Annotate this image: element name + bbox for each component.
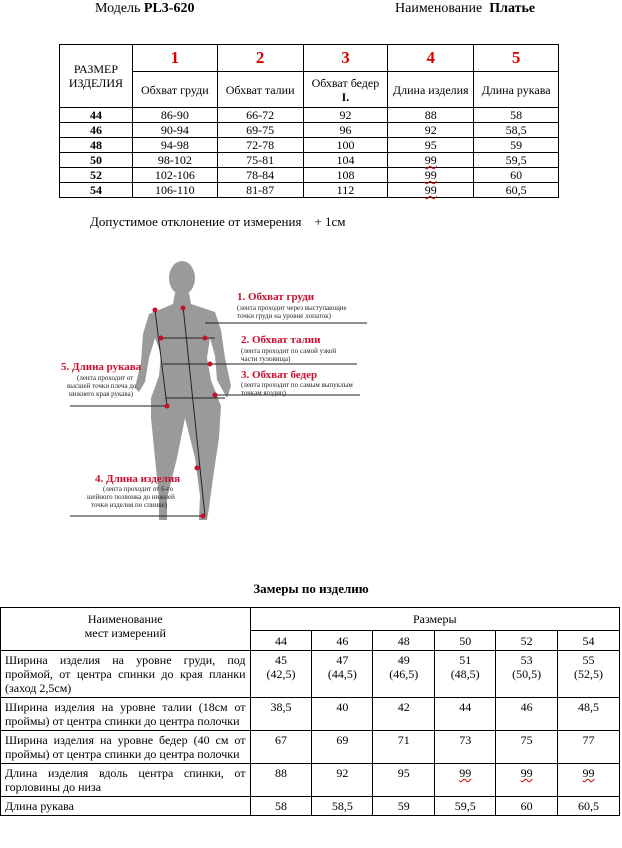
measure-value bbox=[496, 764, 558, 797]
size-value-cell: 60 bbox=[474, 168, 559, 183]
size-row bbox=[60, 168, 559, 183]
measure-value bbox=[496, 797, 558, 816]
measure-value-main: 49 bbox=[397, 653, 410, 667]
measure-name: Длина изделия вдоль центра спинки, от горловины до низа bbox=[1, 764, 251, 797]
size-cell: 44 bbox=[60, 108, 133, 123]
size-value-cell: 99 bbox=[388, 168, 474, 183]
label-chest-title: 1. Обхват груди bbox=[237, 291, 315, 303]
col-label-hips bbox=[303, 72, 388, 108]
measure-value bbox=[250, 797, 312, 816]
size-row bbox=[60, 153, 559, 168]
measure-value-main: 67 bbox=[274, 733, 287, 747]
measure-value bbox=[558, 797, 620, 816]
size-value-cell: 88 bbox=[388, 108, 474, 123]
measure-row bbox=[1, 764, 620, 797]
model-line bbox=[95, 1, 194, 17]
size-cell: 54 bbox=[60, 183, 133, 198]
col-num-4: 4 bbox=[388, 45, 474, 72]
size-value-cell: 99 bbox=[388, 183, 474, 198]
size-value-cell: 92 bbox=[388, 123, 474, 138]
measures-title: Замеры по изделию bbox=[253, 581, 369, 596]
measure-value-main: 77 bbox=[582, 733, 595, 747]
measure-value-main: 45 bbox=[274, 653, 287, 667]
measure-value-main: 75 bbox=[520, 733, 533, 747]
col-num-5: 5 bbox=[474, 45, 559, 72]
measure-value-main: 46 bbox=[520, 700, 533, 714]
col-num-1: 1 bbox=[132, 45, 217, 72]
measure-value-main: 58,5 bbox=[331, 799, 353, 813]
measure-value-main: 95 bbox=[397, 766, 410, 780]
measure-value-main: 73 bbox=[459, 733, 472, 747]
label-sleeve-title: 5. Длина рукава bbox=[61, 361, 142, 373]
label-waist-sub2: части туловища) bbox=[241, 355, 291, 363]
measure-value bbox=[496, 651, 558, 698]
measure-value bbox=[373, 764, 435, 797]
measure-row bbox=[1, 731, 620, 764]
name-label: Наименование bbox=[395, 1, 483, 16]
col-label-hips-extra: I. bbox=[341, 89, 350, 104]
size-header: РАЗМЕР ИЗДЕЛИЯ bbox=[60, 45, 133, 108]
size-value-cell: 66-72 bbox=[217, 108, 303, 123]
measure-value-main: 47 bbox=[336, 653, 349, 667]
measure-value-main: 88 bbox=[274, 766, 287, 780]
col-label-length: Длина изделия bbox=[388, 72, 474, 108]
measure-value bbox=[496, 698, 558, 731]
size-col-header: 50 bbox=[435, 631, 496, 651]
tolerance-value: + 1см bbox=[314, 214, 346, 229]
measure-value-alt: (44,5) bbox=[327, 667, 357, 681]
measure-value-alt: (42,5) bbox=[266, 667, 296, 681]
name-header-line2: мест измерений bbox=[84, 626, 166, 640]
measure-value bbox=[312, 731, 373, 764]
measure-value bbox=[373, 698, 435, 731]
size-value-cell: 108 bbox=[303, 168, 388, 183]
size-value-cell: 99 bbox=[388, 153, 474, 168]
size-value-cell: 104 bbox=[303, 153, 388, 168]
name-value: Платье bbox=[489, 1, 536, 16]
col-num-2: 2 bbox=[217, 45, 303, 72]
size-value-cell: 59,5 bbox=[474, 153, 559, 168]
measure-value-main: 69 bbox=[336, 733, 349, 747]
size-row bbox=[60, 123, 559, 138]
label-length-title: 4. Длина изделия bbox=[95, 473, 181, 485]
measure-row bbox=[1, 651, 620, 698]
measure-value bbox=[250, 764, 312, 797]
label-length-sub3: точки изделия по спинке) bbox=[91, 501, 167, 509]
col-num-3: 3 bbox=[303, 45, 388, 72]
measure-value bbox=[373, 651, 435, 698]
label-chest-sub1: (лента проходит через выступающие bbox=[237, 304, 347, 312]
measure-value-main: 55 bbox=[582, 653, 595, 667]
measure-value bbox=[435, 651, 496, 698]
size-col-header: 44 bbox=[250, 631, 312, 651]
measure-value bbox=[558, 731, 620, 764]
measure-value-main: 99 bbox=[582, 766, 595, 780]
sizes-header: Размеры bbox=[250, 608, 619, 631]
measure-value bbox=[435, 698, 496, 731]
measure-value-alt: (52,5) bbox=[574, 667, 604, 681]
size-cell: 46 bbox=[60, 123, 133, 138]
model-label: Модель bbox=[95, 1, 141, 16]
measure-value-main: 59,5 bbox=[454, 799, 476, 813]
name-header bbox=[1, 608, 251, 651]
size-col-header: 52 bbox=[496, 631, 558, 651]
size-value-cell: 81-87 bbox=[217, 183, 303, 198]
size-row bbox=[60, 108, 559, 123]
measure-value bbox=[435, 731, 496, 764]
size-value-cell: 86-90 bbox=[132, 108, 217, 123]
size-cell: 50 bbox=[60, 153, 133, 168]
size-value-cell: 92 bbox=[303, 108, 388, 123]
measure-value bbox=[496, 731, 558, 764]
measure-value-main: 44 bbox=[459, 700, 472, 714]
col-label-hips-text: Обхват бедер bbox=[311, 75, 380, 90]
measure-value-alt: (50,5) bbox=[512, 667, 542, 681]
label-hips-sub1: (лента проходит по самым выпуклым bbox=[241, 381, 353, 389]
measure-value-main: 59 bbox=[397, 799, 410, 813]
measure-value bbox=[435, 797, 496, 816]
name-header-line1: Наименование bbox=[87, 612, 163, 626]
size-value-cell: 58 bbox=[474, 108, 559, 123]
measure-value-main: 71 bbox=[397, 733, 410, 747]
size-value-cell: 102-106 bbox=[132, 168, 217, 183]
measure-value bbox=[250, 651, 312, 698]
measure-value-main: 40 bbox=[336, 700, 349, 714]
size-cell: 52 bbox=[60, 168, 133, 183]
measure-value-main: 51 bbox=[459, 653, 472, 667]
col-label-waist: Обхват талии bbox=[217, 72, 303, 108]
tolerance-text: Допустимое отклонение от измерения bbox=[90, 214, 302, 229]
measure-value-main: 38,5 bbox=[270, 700, 292, 714]
measures-table bbox=[0, 607, 620, 816]
measure-value-main: 48,5 bbox=[578, 700, 600, 714]
size-table bbox=[59, 44, 559, 198]
measure-value-main: 60,5 bbox=[578, 799, 600, 813]
size-value-cell: 78-84 bbox=[217, 168, 303, 183]
size-value-cell: 58,5 bbox=[474, 123, 559, 138]
measure-value bbox=[312, 651, 373, 698]
size-value-cell: 106-110 bbox=[132, 183, 217, 198]
measure-value-main: 99 bbox=[459, 766, 472, 780]
measure-value bbox=[558, 764, 620, 797]
measure-value bbox=[558, 698, 620, 731]
label-sleeve-sub1: (лента проходит от bbox=[77, 374, 134, 382]
size-cell: 48 bbox=[60, 138, 133, 153]
measure-value bbox=[435, 764, 496, 797]
col-label-chest: Обхват груди bbox=[132, 72, 217, 108]
measure-row bbox=[1, 698, 620, 731]
size-value-cell: 96 bbox=[303, 123, 388, 138]
measure-value bbox=[250, 698, 312, 731]
measurement-figure bbox=[55, 258, 375, 548]
size-value-cell: 72-78 bbox=[217, 138, 303, 153]
size-col-header: 46 bbox=[312, 631, 373, 651]
tolerance-line bbox=[90, 214, 346, 230]
label-chest-sub2: точки груди на уровне лопаток) bbox=[237, 312, 331, 320]
label-waist-sub1: (лента проходит по самой узкой bbox=[241, 347, 337, 355]
measure-value bbox=[250, 731, 312, 764]
measure-value bbox=[312, 797, 373, 816]
size-value-cell: 94-98 bbox=[132, 138, 217, 153]
size-value-cell: 90-94 bbox=[132, 123, 217, 138]
measure-name: Ширина изделия на уровне груди, под проймой, от центра спинки до края планки (заход 2,5см) bbox=[1, 651, 251, 698]
size-col-header: 48 bbox=[373, 631, 435, 651]
label-waist-title: 2. Обхват талии bbox=[241, 334, 321, 346]
measure-value-main: 99 bbox=[520, 766, 533, 780]
measure-value-main: 53 bbox=[520, 653, 533, 667]
measure-name: Ширина изделия на уровне бедер (40 см от проймы) от центра спинки до центра полочки bbox=[1, 731, 251, 764]
size-value-cell: 98-102 bbox=[132, 153, 217, 168]
size-value-cell: 69-75 bbox=[217, 123, 303, 138]
size-col-header: 54 bbox=[558, 631, 620, 651]
measure-value bbox=[373, 797, 435, 816]
measure-value-main: 42 bbox=[397, 700, 410, 714]
measure-value bbox=[373, 731, 435, 764]
name-line bbox=[395, 1, 535, 17]
measure-value-main: 92 bbox=[336, 766, 349, 780]
size-value-cell: 100 bbox=[303, 138, 388, 153]
size-value-cell: 75-81 bbox=[217, 153, 303, 168]
size-value-cell: 60,5 bbox=[474, 183, 559, 198]
label-length-sub1: (лента проходит от 6-го bbox=[103, 485, 174, 493]
measure-value bbox=[312, 764, 373, 797]
measure-value-alt: (48,5) bbox=[450, 667, 480, 681]
label-sleeve-sub2: высшей точки плеча до bbox=[67, 382, 137, 390]
measure-value bbox=[312, 698, 373, 731]
measure-value-alt: (46,5) bbox=[389, 667, 419, 681]
size-value-cell: 59 bbox=[474, 138, 559, 153]
col-label-sleeve: Длина рукава bbox=[474, 72, 559, 108]
measure-value-main: 60 bbox=[520, 799, 533, 813]
size-value-cell: 95 bbox=[388, 138, 474, 153]
model-value: PL3-620 bbox=[143, 1, 195, 16]
measure-name: Ширина изделия на уровне талии (18см от проймы) от центра спинки до центра полочки bbox=[1, 698, 251, 731]
size-row bbox=[60, 183, 559, 198]
measure-value-main: 58 bbox=[274, 799, 287, 813]
measure-value bbox=[558, 651, 620, 698]
measure-row bbox=[1, 797, 620, 816]
size-row bbox=[60, 138, 559, 153]
label-sleeve-sub3: нижнего края рукава) bbox=[69, 390, 134, 398]
label-hips-sub2: точкам ягодиц) bbox=[241, 389, 286, 397]
label-length-sub2: шейного позвонка до нижней bbox=[87, 493, 175, 501]
label-hips-title: 3. Обхват бедер bbox=[241, 369, 318, 381]
measure-name: Длина рукава bbox=[1, 797, 251, 816]
size-value-cell: 112 bbox=[303, 183, 388, 198]
